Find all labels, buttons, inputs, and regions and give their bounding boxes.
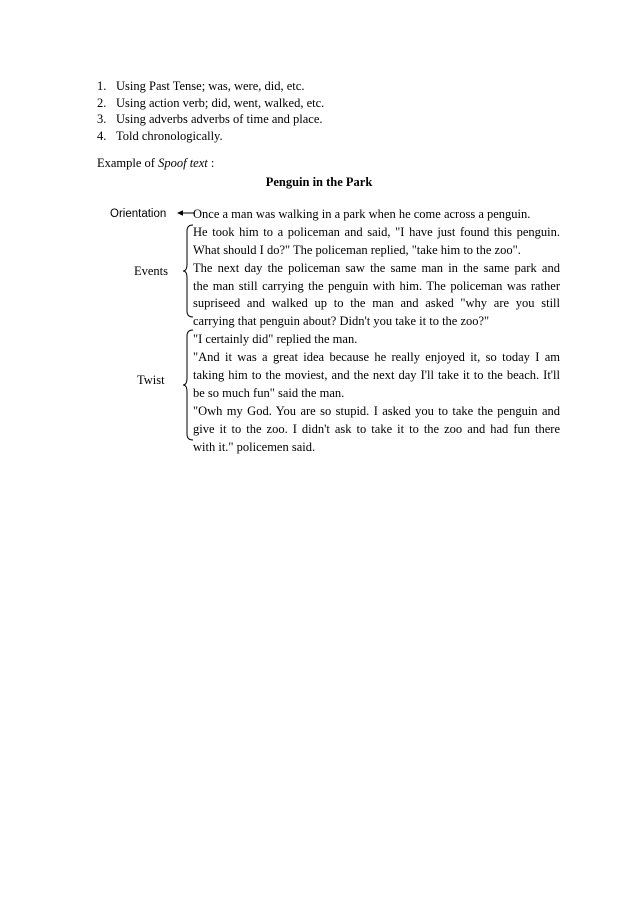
twist-line: taking him to the moviest, and the next day I'll take it to the beach. It'll — [193, 368, 560, 383]
twist-line: with it." policemen said. — [193, 439, 316, 454]
list-text: Using adverbs adverbs of time and place. — [116, 112, 323, 126]
twist-line: "And it was a great idea because he really enjoyed it, so today I am — [193, 350, 560, 365]
list-text: Told chronologically. — [116, 128, 223, 143]
list-item — [97, 128, 324, 145]
twist-label: Twist — [137, 373, 165, 387]
example-italic: Spoof text — [158, 156, 208, 170]
story-title-text: Penguin in the Park — [265, 175, 373, 189]
events-line: He took him to a policeman and said, "I have just found this penguin. — [193, 224, 560, 239]
list-text: Using action verb; did, went, walked, etc. — [116, 95, 325, 110]
list-number: 4. — [97, 128, 107, 143]
events-line: carrying that penguin about? Didn't you take it to the zoo?" — [193, 314, 490, 329]
orientation-label: Orientation — [110, 208, 167, 220]
twist-line: "I certainly did" replied the man. — [193, 332, 358, 347]
arrow-left-icon — [177, 207, 194, 219]
story-title — [0, 174, 638, 190]
list-item — [97, 95, 324, 112]
list-number: 3. — [97, 112, 107, 126]
events-line: The next day the policeman saw the same man in the same park and — [193, 260, 560, 275]
events-label: Events — [134, 264, 169, 278]
events-line: supriseed and walked up to the man and asked "why are you still — [193, 296, 560, 311]
orientation-line: Once a man was walking in a park when he come across a penguin. — [193, 207, 531, 221]
list-text: Using Past Tense; was, were, did, etc. — [116, 79, 305, 93]
events-line: the man still carrying the penguin with him. The policeman was rather — [193, 278, 560, 293]
twist-line: be so much fun" said the man. — [193, 385, 345, 400]
twist-line: "Owh my God. You are so stupid. I asked you to take the penguin and — [193, 403, 560, 418]
list-item — [97, 111, 324, 128]
events-line: What should I do?" The policeman replied, "take him to the zoo". — [193, 242, 521, 257]
list-number: 2. — [97, 95, 107, 110]
example-prefix: Example of — [97, 156, 159, 170]
list-item — [97, 78, 324, 95]
example-suffix: : — [207, 156, 215, 170]
twist-line: give it to the zoo. I didn't ask to take it to the zoo and had fun there — [193, 421, 560, 436]
example-heading — [97, 155, 214, 171]
text-features-list — [97, 78, 324, 144]
list-number: 1. — [97, 79, 107, 93]
story-text — [193, 206, 560, 456]
